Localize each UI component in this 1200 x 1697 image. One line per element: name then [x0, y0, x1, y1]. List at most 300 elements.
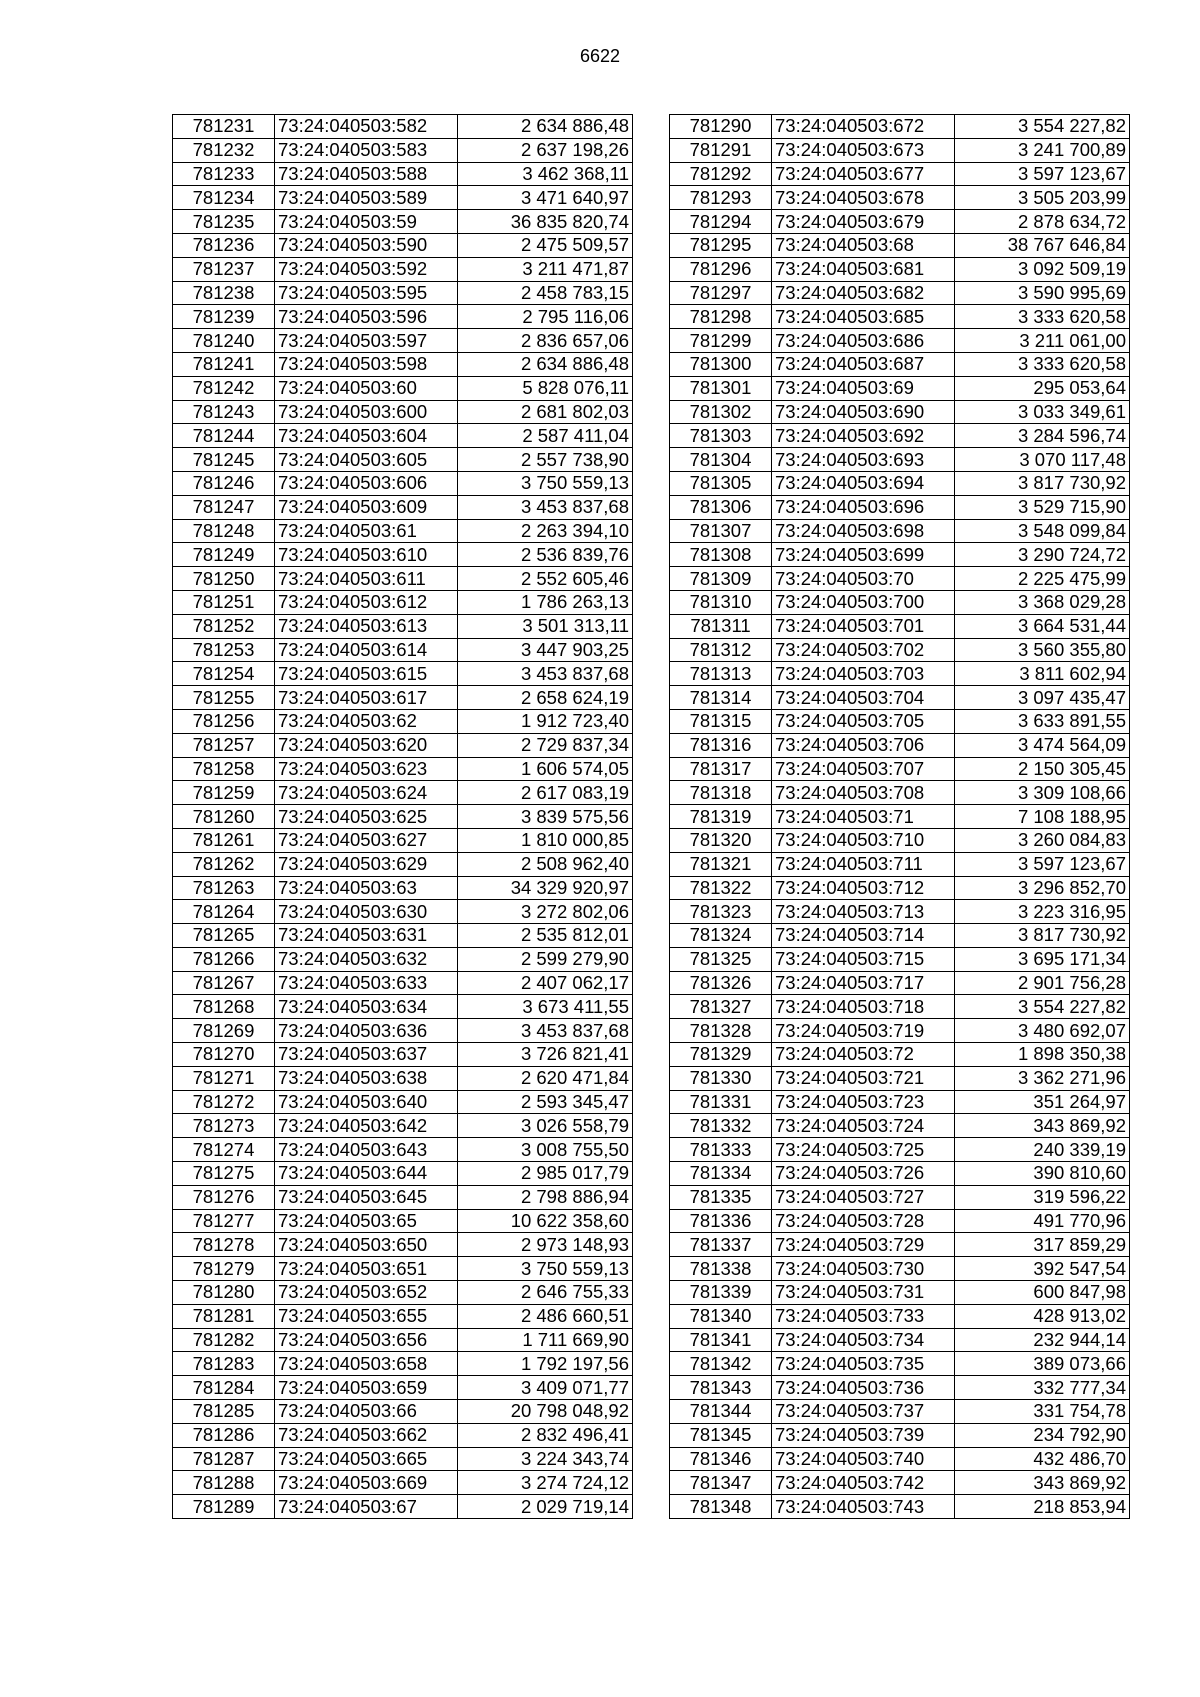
row-id-cell: 781237 [173, 257, 275, 281]
value-cell: 3 597 123,67 [955, 852, 1130, 876]
table-row [173, 210, 633, 234]
value-cell: 3 501 313,11 [458, 614, 633, 638]
row-id-cell: 781231 [173, 115, 275, 139]
cadastral-number-cell: 73:24:040503:679 [772, 210, 955, 234]
value-cell: 389 073,66 [955, 1352, 1130, 1376]
value-cell: 232 944,14 [955, 1328, 1130, 1352]
table-row [670, 971, 1130, 995]
table-row [173, 805, 633, 829]
row-id-cell: 781327 [670, 995, 772, 1019]
cadastral-number-cell: 73:24:040503:672 [772, 115, 955, 139]
row-id-cell: 781242 [173, 376, 275, 400]
cadastral-number-cell: 73:24:040503:685 [772, 305, 955, 329]
value-cell: 2 263 394,10 [458, 519, 633, 543]
cadastral-number-cell: 73:24:040503:589 [275, 186, 458, 210]
value-cell: 2 599 279,90 [458, 947, 633, 971]
cadastral-number-cell: 73:24:040503:713 [772, 900, 955, 924]
table-row [670, 1423, 1130, 1447]
table-row [173, 614, 633, 638]
cadastral-number-cell: 73:24:040503:617 [275, 686, 458, 710]
row-id-cell: 781317 [670, 757, 772, 781]
value-cell: 3 447 903,25 [458, 638, 633, 662]
row-id-cell: 781296 [670, 257, 772, 281]
value-cell: 392 547,54 [955, 1257, 1130, 1281]
row-id-cell: 781284 [173, 1376, 275, 1400]
value-cell: 2 798 886,94 [458, 1185, 633, 1209]
row-id-cell: 781319 [670, 805, 772, 829]
table-row [173, 1185, 633, 1209]
value-cell: 3 070 117,48 [955, 448, 1130, 472]
row-id-cell: 781274 [173, 1138, 275, 1162]
value-cell: 332 777,34 [955, 1376, 1130, 1400]
table-row [670, 1090, 1130, 1114]
value-cell: 3 409 071,77 [458, 1376, 633, 1400]
table-row [173, 781, 633, 805]
row-id-cell: 781257 [173, 733, 275, 757]
table-row [173, 852, 633, 876]
value-cell: 3 633 891,55 [955, 709, 1130, 733]
row-id-cell: 781240 [173, 329, 275, 353]
table-row [173, 1304, 633, 1328]
value-cell: 3 505 203,99 [955, 186, 1130, 210]
value-cell: 3 333 620,58 [955, 352, 1130, 376]
value-cell: 2 634 886,48 [458, 352, 633, 376]
row-id-cell: 781283 [173, 1352, 275, 1376]
value-cell: 317 859,29 [955, 1233, 1130, 1257]
left-table [172, 114, 633, 1519]
value-cell: 3 811 602,94 [955, 662, 1130, 686]
cadastral-number-cell: 73:24:040503:652 [275, 1281, 458, 1305]
row-id-cell: 781301 [670, 376, 772, 400]
row-id-cell: 781268 [173, 995, 275, 1019]
value-cell: 3 368 029,28 [955, 590, 1130, 614]
table-row [670, 519, 1130, 543]
table-row [173, 1233, 633, 1257]
cadastral-number-cell: 73:24:040503:633 [275, 971, 458, 995]
value-cell: 3 726 821,41 [458, 1043, 633, 1067]
cadastral-number-cell: 73:24:040503:615 [275, 662, 458, 686]
cadastral-number-cell: 73:24:040503:686 [772, 329, 955, 353]
table-row [173, 1447, 633, 1471]
row-id-cell: 781236 [173, 233, 275, 257]
value-cell: 1 792 197,56 [458, 1352, 633, 1376]
table-row [173, 900, 633, 924]
table-row [173, 828, 633, 852]
table-row [670, 781, 1130, 805]
table-row [670, 1019, 1130, 1043]
row-id-cell: 781337 [670, 1233, 772, 1257]
value-cell: 3 453 837,68 [458, 495, 633, 519]
value-cell: 2 832 496,41 [458, 1423, 633, 1447]
table-row [670, 424, 1130, 448]
table-row [670, 590, 1130, 614]
table-row [173, 233, 633, 257]
cadastral-number-cell: 73:24:040503:62 [275, 709, 458, 733]
value-cell: 351 264,97 [955, 1090, 1130, 1114]
table-row [670, 947, 1130, 971]
row-id-cell: 781310 [670, 590, 772, 614]
row-id-cell: 781252 [173, 614, 275, 638]
row-id-cell: 781303 [670, 424, 772, 448]
value-cell: 2 729 837,34 [458, 733, 633, 757]
table-row [670, 828, 1130, 852]
cadastral-number-cell: 73:24:040503:642 [275, 1114, 458, 1138]
table-row [670, 1495, 1130, 1519]
row-id-cell: 781279 [173, 1257, 275, 1281]
table-row [173, 1495, 633, 1519]
value-cell: 3 554 227,82 [955, 115, 1130, 139]
cadastral-number-cell: 73:24:040503:742 [772, 1471, 955, 1495]
row-id-cell: 781285 [173, 1400, 275, 1424]
table-row [670, 471, 1130, 495]
row-id-cell: 781249 [173, 543, 275, 567]
table-row [173, 376, 633, 400]
value-cell: 2 593 345,47 [458, 1090, 633, 1114]
cadastral-number-cell: 73:24:040503:655 [275, 1304, 458, 1328]
cadastral-number-cell: 73:24:040503:696 [772, 495, 955, 519]
cadastral-number-cell: 73:24:040503:595 [275, 281, 458, 305]
cadastral-number-cell: 73:24:040503:634 [275, 995, 458, 1019]
value-cell: 428 913,02 [955, 1304, 1130, 1328]
table-row [173, 1090, 633, 1114]
cadastral-number-cell: 73:24:040503:590 [275, 233, 458, 257]
row-id-cell: 781247 [173, 495, 275, 519]
cadastral-number-cell: 73:24:040503:743 [772, 1495, 955, 1519]
table-row [173, 971, 633, 995]
table-row [173, 471, 633, 495]
row-id-cell: 781265 [173, 924, 275, 948]
value-cell: 3 750 559,13 [458, 471, 633, 495]
row-id-cell: 781232 [173, 138, 275, 162]
value-cell: 3 309 108,66 [955, 781, 1130, 805]
row-id-cell: 781235 [173, 210, 275, 234]
row-id-cell: 781322 [670, 876, 772, 900]
value-cell: 3 453 837,68 [458, 662, 633, 686]
cadastral-number-cell: 73:24:040503:687 [772, 352, 955, 376]
value-cell: 2 225 475,99 [955, 567, 1130, 591]
table-row [670, 281, 1130, 305]
row-id-cell: 781269 [173, 1019, 275, 1043]
table-row [173, 1043, 633, 1067]
table-row [173, 400, 633, 424]
table-row [670, 1185, 1130, 1209]
table-row [670, 233, 1130, 257]
value-cell: 34 329 920,97 [458, 876, 633, 900]
value-cell: 3 296 852,70 [955, 876, 1130, 900]
cadastral-number-cell: 73:24:040503:637 [275, 1043, 458, 1067]
table-row [173, 1423, 633, 1447]
table-row [670, 1304, 1130, 1328]
value-cell: 2 878 634,72 [955, 210, 1130, 234]
row-id-cell: 781318 [670, 781, 772, 805]
value-cell: 1 810 000,85 [458, 828, 633, 852]
value-cell: 3 008 755,50 [458, 1138, 633, 1162]
table-row [173, 733, 633, 757]
value-cell: 2 620 471,84 [458, 1066, 633, 1090]
cadastral-number-cell: 73:24:040503:636 [275, 1019, 458, 1043]
cadastral-number-cell: 73:24:040503:693 [772, 448, 955, 472]
row-id-cell: 781286 [173, 1423, 275, 1447]
row-id-cell: 781341 [670, 1328, 772, 1352]
value-cell: 3 817 730,92 [955, 471, 1130, 495]
cadastral-number-cell: 73:24:040503:699 [772, 543, 955, 567]
table-row [670, 138, 1130, 162]
row-id-cell: 781245 [173, 448, 275, 472]
cadastral-number-cell: 73:24:040503:711 [772, 852, 955, 876]
table-row [173, 686, 633, 710]
row-id-cell: 781233 [173, 162, 275, 186]
cadastral-number-cell: 73:24:040503:717 [772, 971, 955, 995]
cadastral-number-cell: 73:24:040503:665 [275, 1447, 458, 1471]
cadastral-number-cell: 73:24:040503:72 [772, 1043, 955, 1067]
table-row [173, 115, 633, 139]
value-cell: 3 529 715,90 [955, 495, 1130, 519]
row-id-cell: 781290 [670, 115, 772, 139]
table-row [173, 1471, 633, 1495]
value-cell: 2 634 886,48 [458, 115, 633, 139]
table-row [173, 281, 633, 305]
row-id-cell: 781259 [173, 781, 275, 805]
value-cell: 3 695 171,34 [955, 947, 1130, 971]
table-row [670, 1043, 1130, 1067]
cadastral-number-cell: 73:24:040503:627 [275, 828, 458, 852]
row-id-cell: 781248 [173, 519, 275, 543]
value-cell: 3 290 724,72 [955, 543, 1130, 567]
row-id-cell: 781321 [670, 852, 772, 876]
table-row [670, 662, 1130, 686]
cadastral-number-cell: 73:24:040503:729 [772, 1233, 955, 1257]
cadastral-number-cell: 73:24:040503:651 [275, 1257, 458, 1281]
table-row [670, 543, 1130, 567]
value-cell: 234 792,90 [955, 1423, 1130, 1447]
cadastral-number-cell: 73:24:040503:694 [772, 471, 955, 495]
value-cell: 3 480 692,07 [955, 1019, 1130, 1043]
value-cell: 1 606 574,05 [458, 757, 633, 781]
table-row [670, 448, 1130, 472]
row-id-cell: 781234 [173, 186, 275, 210]
table-row [670, 1066, 1130, 1090]
cadastral-number-cell: 73:24:040503:669 [275, 1471, 458, 1495]
value-cell: 2 407 062,17 [458, 971, 633, 995]
row-id-cell: 781323 [670, 900, 772, 924]
cadastral-number-cell: 73:24:040503:61 [275, 519, 458, 543]
value-cell: 3 590 995,69 [955, 281, 1130, 305]
cadastral-number-cell: 73:24:040503:643 [275, 1138, 458, 1162]
row-id-cell: 781312 [670, 638, 772, 662]
table-row [173, 1376, 633, 1400]
table-row [173, 638, 633, 662]
cadastral-number-cell: 73:24:040503:734 [772, 1328, 955, 1352]
table-row [670, 1257, 1130, 1281]
table-row [670, 757, 1130, 781]
row-id-cell: 781253 [173, 638, 275, 662]
value-cell: 1 786 263,13 [458, 590, 633, 614]
value-cell: 3 673 411,55 [458, 995, 633, 1019]
value-cell: 3 211 471,87 [458, 257, 633, 281]
table-row [670, 852, 1130, 876]
row-id-cell: 781295 [670, 233, 772, 257]
row-id-cell: 781258 [173, 757, 275, 781]
value-cell: 2 150 305,45 [955, 757, 1130, 781]
value-cell: 2 901 756,28 [955, 971, 1130, 995]
value-cell: 3 274 724,12 [458, 1471, 633, 1495]
row-id-cell: 781302 [670, 400, 772, 424]
cadastral-number-cell: 73:24:040503:662 [275, 1423, 458, 1447]
cadastral-number-cell: 73:24:040503:623 [275, 757, 458, 781]
value-cell: 600 847,98 [955, 1281, 1130, 1305]
cadastral-number-cell: 73:24:040503:611 [275, 567, 458, 591]
cadastral-number-cell: 73:24:040503:620 [275, 733, 458, 757]
table-row [173, 1162, 633, 1186]
cadastral-number-cell: 73:24:040503:715 [772, 947, 955, 971]
cadastral-number-cell: 73:24:040503:70 [772, 567, 955, 591]
table-row [173, 1400, 633, 1424]
table-row [670, 1376, 1130, 1400]
row-id-cell: 781340 [670, 1304, 772, 1328]
table-row [670, 352, 1130, 376]
value-cell: 36 835 820,74 [458, 210, 633, 234]
table-row [173, 305, 633, 329]
value-cell: 2 535 812,01 [458, 924, 633, 948]
cadastral-number-cell: 73:24:040503:582 [275, 115, 458, 139]
value-cell: 319 596,22 [955, 1185, 1130, 1209]
value-cell: 3 026 558,79 [458, 1114, 633, 1138]
row-id-cell: 781256 [173, 709, 275, 733]
cadastral-number-cell: 73:24:040503:727 [772, 1185, 955, 1209]
cadastral-number-cell: 73:24:040503:700 [772, 590, 955, 614]
row-id-cell: 781276 [173, 1185, 275, 1209]
value-cell: 3 817 730,92 [955, 924, 1130, 948]
value-cell: 3 471 640,97 [458, 186, 633, 210]
cadastral-number-cell: 73:24:040503:59 [275, 210, 458, 234]
table-row [173, 1138, 633, 1162]
cadastral-number-cell: 73:24:040503:701 [772, 614, 955, 638]
table-row [173, 947, 633, 971]
table-row [173, 519, 633, 543]
cadastral-number-cell: 73:24:040503:632 [275, 947, 458, 971]
value-cell: 3 554 227,82 [955, 995, 1130, 1019]
value-cell: 2 637 198,26 [458, 138, 633, 162]
value-cell: 331 754,78 [955, 1400, 1130, 1424]
row-id-cell: 781260 [173, 805, 275, 829]
row-id-cell: 781320 [670, 828, 772, 852]
value-cell: 491 770,96 [955, 1209, 1130, 1233]
table-row [670, 495, 1130, 519]
row-id-cell: 781262 [173, 852, 275, 876]
cadastral-number-cell: 73:24:040503:659 [275, 1376, 458, 1400]
value-cell: 2 658 624,19 [458, 686, 633, 710]
cadastral-number-cell: 73:24:040503:728 [772, 1209, 955, 1233]
value-cell: 218 853,94 [955, 1495, 1130, 1519]
row-id-cell: 781338 [670, 1257, 772, 1281]
value-cell: 1 912 723,40 [458, 709, 633, 733]
cadastral-number-cell: 73:24:040503:625 [275, 805, 458, 829]
row-id-cell: 781336 [670, 1209, 772, 1233]
table-row [173, 709, 633, 733]
row-id-cell: 781297 [670, 281, 772, 305]
cadastral-number-cell: 73:24:040503:656 [275, 1328, 458, 1352]
row-id-cell: 781244 [173, 424, 275, 448]
cadastral-number-cell: 73:24:040503:640 [275, 1090, 458, 1114]
row-id-cell: 781241 [173, 352, 275, 376]
row-id-cell: 781289 [173, 1495, 275, 1519]
table-row [670, 686, 1130, 710]
table-row [173, 1352, 633, 1376]
row-id-cell: 781300 [670, 352, 772, 376]
value-cell: 2 681 802,03 [458, 400, 633, 424]
table-row [173, 757, 633, 781]
cadastral-number-cell: 73:24:040503:610 [275, 543, 458, 567]
value-cell: 2 557 738,90 [458, 448, 633, 472]
cadastral-number-cell: 73:24:040503:638 [275, 1066, 458, 1090]
value-cell: 2 552 605,46 [458, 567, 633, 591]
table-row [173, 567, 633, 591]
row-id-cell: 781246 [173, 471, 275, 495]
row-id-cell: 781272 [173, 1090, 275, 1114]
table-row [670, 638, 1130, 662]
value-cell: 1 711 669,90 [458, 1328, 633, 1352]
cadastral-number-cell: 73:24:040503:650 [275, 1233, 458, 1257]
row-id-cell: 781328 [670, 1019, 772, 1043]
value-cell: 3 560 355,80 [955, 638, 1130, 662]
table-row [670, 1400, 1130, 1424]
row-id-cell: 781339 [670, 1281, 772, 1305]
row-id-cell: 781251 [173, 590, 275, 614]
row-id-cell: 781278 [173, 1233, 275, 1257]
table-row [173, 138, 633, 162]
cadastral-number-cell: 73:24:040503:678 [772, 186, 955, 210]
row-id-cell: 781298 [670, 305, 772, 329]
row-id-cell: 781313 [670, 662, 772, 686]
cadastral-number-cell: 73:24:040503:714 [772, 924, 955, 948]
value-cell: 2 617 083,19 [458, 781, 633, 805]
cadastral-number-cell: 73:24:040503:629 [275, 852, 458, 876]
cadastral-number-cell: 73:24:040503:673 [772, 138, 955, 162]
table-row [670, 1328, 1130, 1352]
row-id-cell: 781332 [670, 1114, 772, 1138]
cadastral-number-cell: 73:24:040503:710 [772, 828, 955, 852]
cadastral-number-cell: 73:24:040503:612 [275, 590, 458, 614]
cadastral-number-cell: 73:24:040503:704 [772, 686, 955, 710]
row-id-cell: 781238 [173, 281, 275, 305]
row-id-cell: 781292 [670, 162, 772, 186]
value-cell: 7 108 188,95 [955, 805, 1130, 829]
table-row [670, 210, 1130, 234]
table-row [670, 376, 1130, 400]
table-row [173, 1281, 633, 1305]
row-id-cell: 781344 [670, 1400, 772, 1424]
table-row [173, 495, 633, 519]
row-id-cell: 781308 [670, 543, 772, 567]
table-row [670, 400, 1130, 424]
value-cell: 2 458 783,15 [458, 281, 633, 305]
table-row [670, 709, 1130, 733]
row-id-cell: 781346 [670, 1447, 772, 1471]
table-row [670, 1352, 1130, 1376]
value-cell: 1 898 350,38 [955, 1043, 1130, 1067]
table-row [670, 1162, 1130, 1186]
cadastral-number-cell: 73:24:040503:735 [772, 1352, 955, 1376]
cadastral-number-cell: 73:24:040503:613 [275, 614, 458, 638]
cadastral-number-cell: 73:24:040503:692 [772, 424, 955, 448]
cadastral-number-cell: 73:24:040503:65 [275, 1209, 458, 1233]
value-cell: 2 508 962,40 [458, 852, 633, 876]
table-row [670, 567, 1130, 591]
cadastral-number-cell: 73:24:040503:631 [275, 924, 458, 948]
cadastral-number-cell: 73:24:040503:592 [275, 257, 458, 281]
row-id-cell: 781329 [670, 1043, 772, 1067]
table-row [670, 1209, 1130, 1233]
